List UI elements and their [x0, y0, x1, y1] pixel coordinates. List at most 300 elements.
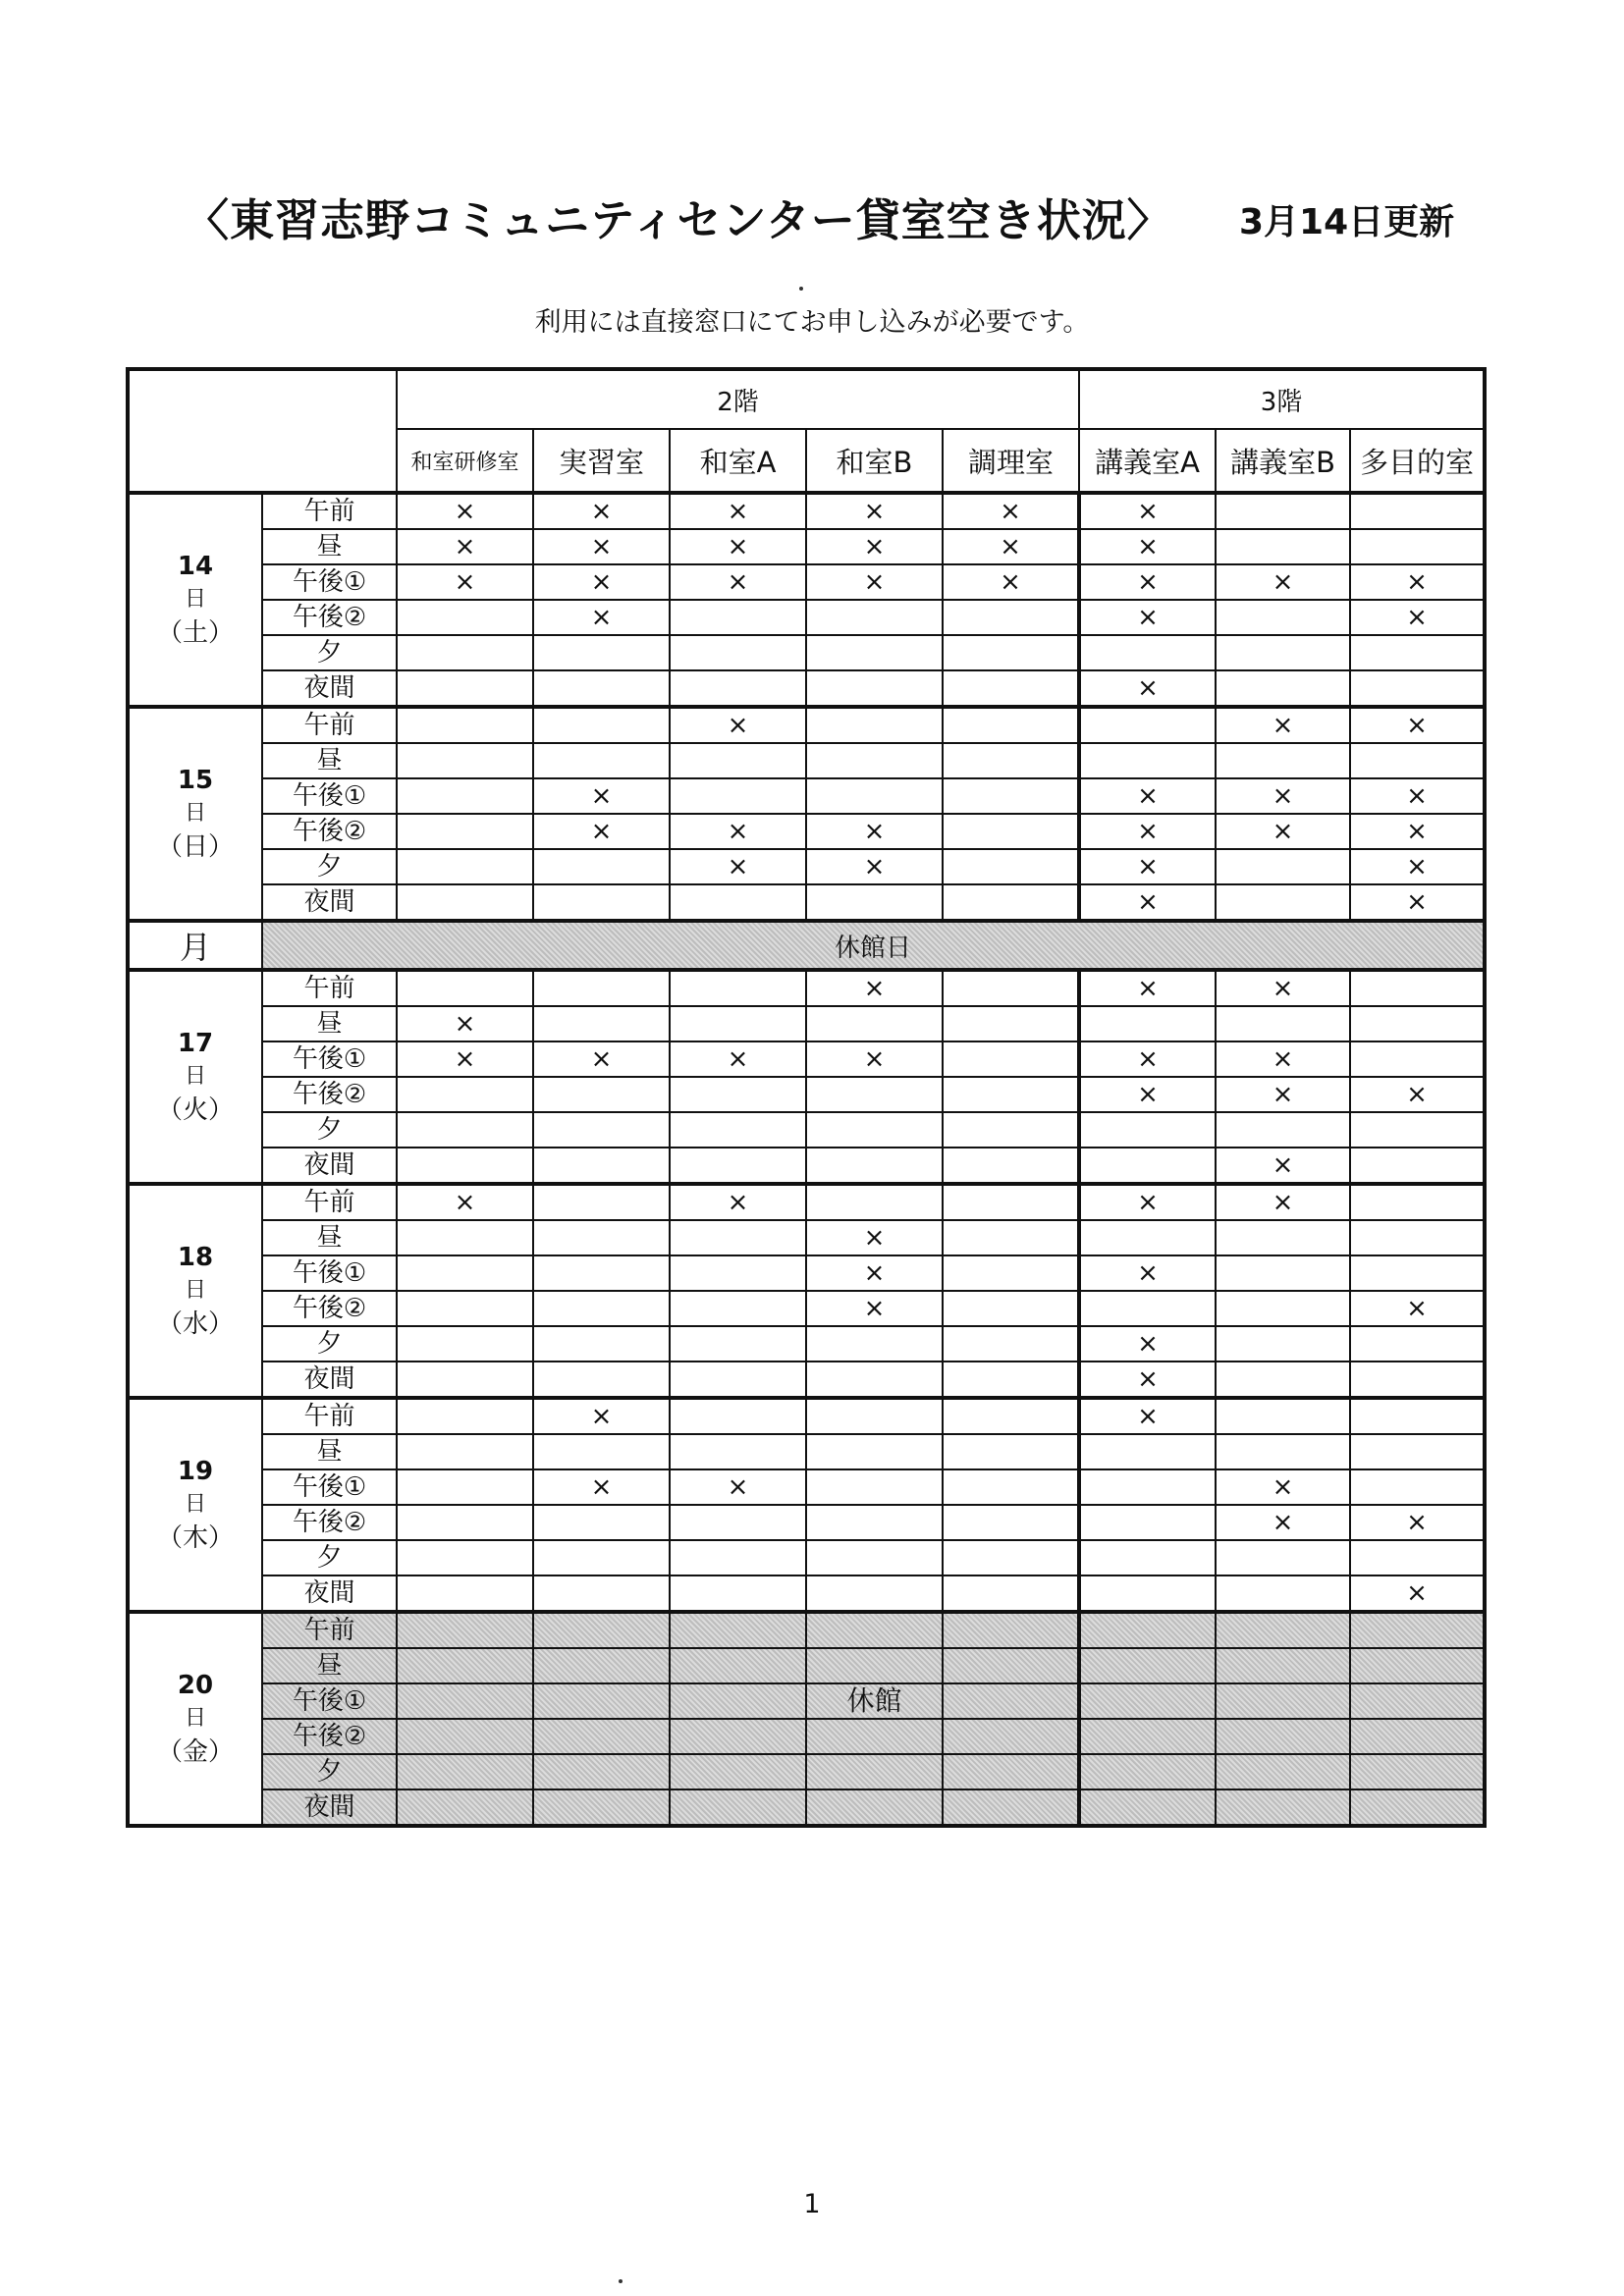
availability-cell — [943, 1648, 1079, 1683]
availability-cell — [1350, 493, 1485, 529]
slot-label: 午前 — [262, 1612, 397, 1648]
availability-cell — [806, 1077, 943, 1112]
availability-cell — [1216, 1719, 1350, 1754]
slot-label: 午前 — [262, 1398, 397, 1434]
slot-label: 夜間 — [262, 1362, 397, 1398]
availability-cell — [1350, 1220, 1485, 1255]
availability-cell — [533, 884, 670, 921]
availability-cell — [1079, 1469, 1216, 1505]
slot-label: 夕 — [262, 849, 397, 884]
availability-cell — [1079, 1434, 1216, 1469]
availability-cell — [1216, 1362, 1350, 1398]
availability-cell: × — [1216, 970, 1350, 1006]
availability-cell — [943, 635, 1079, 670]
availability-cell — [1079, 1112, 1216, 1148]
availability-cell — [943, 1077, 1079, 1112]
availability-cell — [670, 1077, 806, 1112]
availability-cell — [1216, 1612, 1350, 1648]
time-slot-row — [128, 1220, 1485, 1255]
availability-cell — [943, 1041, 1079, 1077]
availability-cell — [533, 1291, 670, 1326]
availability-cell — [670, 1505, 806, 1540]
availability-cell — [1079, 1505, 1216, 1540]
availability-cell: × — [533, 778, 670, 814]
availability-cell: × — [1216, 564, 1350, 600]
availability-cell — [397, 1683, 533, 1719]
availability-cell — [1079, 1540, 1216, 1575]
availability-cell: × — [670, 529, 806, 564]
date-cell — [128, 1398, 262, 1612]
availability-cell — [670, 743, 806, 778]
availability-cell: × — [1216, 1077, 1350, 1112]
availability-cell — [397, 1220, 533, 1255]
availability-cell: × — [1079, 1398, 1216, 1434]
availability-cell — [806, 884, 943, 921]
time-slot-row — [128, 493, 1485, 529]
availability-cell: × — [1079, 1184, 1216, 1220]
availability-cell — [943, 1398, 1079, 1434]
availability-cell — [533, 670, 670, 707]
availability-cell — [943, 1754, 1079, 1789]
availability-cell — [1350, 1326, 1485, 1362]
availability-cell — [670, 1255, 806, 1291]
availability-cell: × — [1350, 1291, 1485, 1326]
time-slot-row — [128, 1006, 1485, 1041]
weekday-label: （火） — [156, 1095, 234, 1125]
stray-dot — [619, 2279, 623, 2283]
slot-label: 午前 — [262, 493, 397, 529]
time-slot-row — [128, 1754, 1485, 1789]
availability-cell — [1350, 1112, 1485, 1148]
availability-cell — [397, 814, 533, 849]
availability-cell — [670, 1326, 806, 1362]
availability-cell — [397, 600, 533, 635]
availability-cell: × — [533, 1398, 670, 1434]
availability-cell — [1350, 635, 1485, 670]
availability-cell — [1350, 1648, 1485, 1683]
availability-cell — [1350, 670, 1485, 707]
availability-cell — [397, 1362, 533, 1398]
availability-table — [126, 367, 1487, 1828]
availability-cell: × — [1216, 1184, 1350, 1220]
availability-cell: × — [397, 1041, 533, 1077]
availability-cell — [1079, 1148, 1216, 1184]
availability-cell: × — [670, 1469, 806, 1505]
availability-cell: × — [533, 600, 670, 635]
availability-cell — [1350, 529, 1485, 564]
availability-cell — [1350, 1789, 1485, 1826]
time-slot-row — [128, 1540, 1485, 1575]
date-number: 18 — [177, 1243, 214, 1272]
time-slot-row — [128, 1683, 1485, 1719]
availability-cell — [397, 1612, 533, 1648]
availability-cell — [943, 778, 1079, 814]
availability-cell — [1216, 1326, 1350, 1362]
availability-cell — [397, 635, 533, 670]
availability-cell — [943, 1291, 1079, 1326]
time-slot-row — [128, 1469, 1485, 1505]
availability-cell — [533, 1754, 670, 1789]
availability-cell — [806, 1398, 943, 1434]
time-slot-row — [128, 1434, 1485, 1469]
availability-cell — [1350, 1148, 1485, 1184]
date-cell — [128, 970, 262, 1184]
slot-label: 午後② — [262, 600, 397, 635]
availability-cell — [806, 1540, 943, 1575]
availability-cell — [533, 1719, 670, 1754]
availability-cell — [1216, 1575, 1350, 1612]
availability-cell: × — [533, 814, 670, 849]
availability-cell: × — [1079, 670, 1216, 707]
availability-cell — [806, 635, 943, 670]
availability-cell: × — [670, 1041, 806, 1077]
date-number: 14 — [177, 552, 214, 581]
availability-cell: × — [670, 707, 806, 743]
date-number: 20 — [177, 1671, 214, 1700]
availability-cell — [1216, 1291, 1350, 1326]
floor-3-header: 3階 — [1079, 369, 1485, 429]
slot-label: 午後① — [262, 564, 397, 600]
availability-cell — [1079, 1291, 1216, 1326]
availability-cell — [943, 600, 1079, 635]
availability-cell — [1350, 1006, 1485, 1041]
availability-cell: × — [806, 1255, 943, 1291]
slot-label: 午前 — [262, 1184, 397, 1220]
availability-cell: × — [1079, 778, 1216, 814]
availability-cell: × — [806, 970, 943, 1006]
availability-cell — [806, 707, 943, 743]
availability-cell — [806, 1006, 943, 1041]
availability-cell — [806, 1789, 943, 1826]
date-cell — [128, 1184, 262, 1398]
date-unit: 日 — [184, 1064, 206, 1089]
availability-cell — [806, 1184, 943, 1220]
date-number: 15 — [177, 766, 214, 795]
closed-day-label: 休館日 — [262, 921, 1485, 970]
availability-cell: × — [1216, 707, 1350, 743]
availability-cell — [943, 670, 1079, 707]
slot-label: 午後① — [262, 778, 397, 814]
closed-label: 休館 — [806, 1683, 943, 1719]
slot-label: 午後② — [262, 1291, 397, 1326]
availability-cell — [670, 1648, 806, 1683]
availability-cell — [397, 1648, 533, 1683]
page-number: 1 — [803, 2189, 821, 2219]
availability-cell — [533, 1434, 670, 1469]
availability-cell — [397, 1469, 533, 1505]
availability-cell — [397, 884, 533, 921]
availability-cell: × — [1079, 849, 1216, 884]
availability-cell — [397, 1077, 533, 1112]
availability-cell: × — [1216, 1041, 1350, 1077]
availability-cell: × — [1216, 1505, 1350, 1540]
availability-cell — [533, 1575, 670, 1612]
usage-note: 利用には直接窓口にてお申し込みが必要です。 — [534, 307, 1090, 338]
room-header: 実習室 — [533, 429, 670, 493]
availability-cell — [1216, 670, 1350, 707]
availability-cell — [533, 1077, 670, 1112]
availability-cell — [670, 1612, 806, 1648]
availability-cell: × — [806, 1220, 943, 1255]
availability-cell — [943, 1612, 1079, 1648]
availability-cell — [670, 1398, 806, 1434]
availability-cell — [1350, 1255, 1485, 1291]
slot-label: 夜間 — [262, 1575, 397, 1612]
availability-cell — [806, 1362, 943, 1398]
availability-cell — [397, 1398, 533, 1434]
time-slot-row — [128, 1148, 1485, 1184]
availability-cell — [397, 1575, 533, 1612]
time-slot-row — [128, 1575, 1485, 1612]
availability-cell — [1216, 849, 1350, 884]
availability-cell — [533, 1648, 670, 1683]
slot-label: 午後② — [262, 1505, 397, 1540]
availability-cell — [1216, 635, 1350, 670]
room-header: 講義室A — [1079, 429, 1216, 493]
corner-cell — [128, 369, 397, 493]
availability-cell: × — [1216, 778, 1350, 814]
availability-cell — [943, 1575, 1079, 1612]
availability-cell: × — [806, 493, 943, 529]
availability-cell — [943, 743, 1079, 778]
availability-cell — [670, 1291, 806, 1326]
date-number: 17 — [177, 1029, 214, 1058]
time-slot-row — [128, 600, 1485, 635]
availability-cell — [397, 1326, 533, 1362]
availability-cell — [670, 1148, 806, 1184]
availability-cell — [533, 635, 670, 670]
availability-cell: × — [1079, 1077, 1216, 1112]
availability-cell — [1079, 1648, 1216, 1683]
availability-cell — [670, 600, 806, 635]
time-slot-row — [128, 814, 1485, 849]
stray-dot — [799, 287, 803, 291]
time-slot-row — [128, 1041, 1485, 1077]
time-slot-row — [128, 1112, 1485, 1148]
availability-cell — [670, 1754, 806, 1789]
availability-cell — [533, 1789, 670, 1826]
weekday-label: （木） — [156, 1523, 234, 1553]
availability-cell — [1216, 493, 1350, 529]
availability-cell — [943, 1469, 1079, 1505]
slot-label: 午後① — [262, 1469, 397, 1505]
slot-label: 夜間 — [262, 670, 397, 707]
availability-cell — [397, 1505, 533, 1540]
date-unit: 日 — [184, 587, 206, 612]
availability-cell: × — [806, 564, 943, 600]
availability-cell: × — [1216, 814, 1350, 849]
availability-cell — [806, 778, 943, 814]
room-header: 多目的室 — [1350, 429, 1485, 493]
availability-cell — [670, 884, 806, 921]
availability-cell — [1216, 1683, 1350, 1719]
availability-cell — [533, 1220, 670, 1255]
availability-cell — [1350, 970, 1485, 1006]
closed-day-row — [128, 921, 1485, 970]
availability-cell: × — [1350, 600, 1485, 635]
availability-cell — [533, 1255, 670, 1291]
availability-cell — [1079, 1683, 1216, 1719]
time-slot-row — [128, 970, 1485, 1006]
availability-cell — [943, 1112, 1079, 1148]
availability-cell: × — [397, 1006, 533, 1041]
slot-label: 夕 — [262, 1540, 397, 1575]
availability-cell: × — [670, 493, 806, 529]
availability-cell — [670, 778, 806, 814]
availability-cell: × — [806, 814, 943, 849]
availability-cell: × — [670, 814, 806, 849]
room-header: 講義室B — [1216, 429, 1350, 493]
time-slot-row — [128, 849, 1485, 884]
time-slot-row — [128, 1291, 1485, 1326]
availability-cell — [670, 1719, 806, 1754]
availability-cell — [943, 1362, 1079, 1398]
time-slot-row — [128, 884, 1485, 921]
availability-cell — [1216, 1789, 1350, 1826]
slot-label: 夕 — [262, 1754, 397, 1789]
availability-cell — [533, 970, 670, 1006]
availability-cell — [533, 1006, 670, 1041]
time-slot-row — [128, 1505, 1485, 1540]
availability-cell — [397, 1789, 533, 1826]
availability-cell — [943, 849, 1079, 884]
availability-cell — [1350, 1683, 1485, 1719]
availability-cell — [670, 1434, 806, 1469]
availability-cell — [943, 707, 1079, 743]
availability-cell — [806, 1112, 943, 1148]
availability-cell: × — [1079, 1362, 1216, 1398]
availability-cell — [943, 1148, 1079, 1184]
time-slot-row — [128, 529, 1485, 564]
availability-cell — [806, 1469, 943, 1505]
availability-cell: × — [1350, 1575, 1485, 1612]
availability-cell — [397, 970, 533, 1006]
time-slot-row — [128, 635, 1485, 670]
slot-label: 午後② — [262, 1077, 397, 1112]
availability-cell — [1216, 1540, 1350, 1575]
time-slot-row — [128, 1255, 1485, 1291]
availability-cell: × — [1350, 849, 1485, 884]
availability-cell — [806, 1575, 943, 1612]
availability-cell — [533, 743, 670, 778]
availability-cell: × — [943, 529, 1079, 564]
availability-cell — [1350, 1612, 1485, 1648]
availability-cell — [533, 1505, 670, 1540]
slot-label: 昼 — [262, 529, 397, 564]
availability-cell — [533, 1148, 670, 1184]
slot-label: 昼 — [262, 1434, 397, 1469]
availability-cell: × — [533, 564, 670, 600]
availability-cell: × — [1079, 814, 1216, 849]
availability-cell — [397, 743, 533, 778]
time-slot-row — [128, 564, 1485, 600]
availability-cell — [806, 670, 943, 707]
availability-cell — [1079, 635, 1216, 670]
availability-cell — [1216, 884, 1350, 921]
availability-cell — [943, 1006, 1079, 1041]
availability-cell — [533, 1112, 670, 1148]
availability-cell — [806, 1148, 943, 1184]
availability-cell — [1079, 743, 1216, 778]
availability-cell — [943, 1255, 1079, 1291]
availability-cell: × — [1216, 1148, 1350, 1184]
availability-cell: × — [1079, 1255, 1216, 1291]
availability-cell — [943, 1719, 1079, 1754]
availability-cell: × — [1079, 493, 1216, 529]
slot-label: 昼 — [262, 743, 397, 778]
availability-cell: × — [806, 849, 943, 884]
availability-cell — [1216, 1006, 1350, 1041]
availability-cell — [670, 635, 806, 670]
slot-label: 昼 — [262, 1006, 397, 1041]
weekday-label: （土） — [156, 618, 234, 648]
availability-cell — [397, 849, 533, 884]
slot-label: 夕 — [262, 1326, 397, 1362]
availability-cell — [1079, 1612, 1216, 1648]
availability-cell — [397, 707, 533, 743]
availability-cell — [1216, 1255, 1350, 1291]
availability-cell — [670, 1362, 806, 1398]
slot-label: 昼 — [262, 1648, 397, 1683]
availability-cell — [1350, 1434, 1485, 1469]
availability-cell — [670, 1789, 806, 1826]
room-header: 和室A — [670, 429, 806, 493]
availability-cell — [1079, 1719, 1216, 1754]
room-header: 和室B — [806, 429, 943, 493]
availability-cell — [943, 1789, 1079, 1826]
slot-label: 午後② — [262, 814, 397, 849]
availability-cell — [1350, 1041, 1485, 1077]
availability-cell: × — [806, 529, 943, 564]
page-title: 〈東習志野コミュニティセンター貸室空き状況〉 — [185, 194, 1172, 246]
availability-cell: × — [1079, 1041, 1216, 1077]
availability-cell — [533, 849, 670, 884]
availability-cell: × — [533, 493, 670, 529]
availability-cell: × — [1350, 884, 1485, 921]
availability-cell — [1350, 1469, 1485, 1505]
availability-cell: × — [806, 1041, 943, 1077]
time-slot-row — [128, 1362, 1485, 1398]
availability-cell — [806, 743, 943, 778]
date-unit: 日 — [184, 1492, 206, 1517]
availability-cell: × — [1350, 1505, 1485, 1540]
availability-cell: × — [397, 493, 533, 529]
availability-cell — [1350, 743, 1485, 778]
availability-cell — [1079, 1754, 1216, 1789]
availability-cell: × — [1350, 1077, 1485, 1112]
availability-cell: × — [943, 564, 1079, 600]
availability-cell — [943, 884, 1079, 921]
availability-cell — [806, 600, 943, 635]
weekday-label: （日） — [156, 832, 234, 862]
time-slot-row — [128, 1648, 1485, 1683]
date-cell — [128, 493, 262, 707]
availability-cell — [1350, 1184, 1485, 1220]
weekday-label: （水） — [156, 1309, 234, 1339]
availability-cell: × — [533, 1041, 670, 1077]
availability-cell — [1079, 1575, 1216, 1612]
availability-cell — [1350, 1398, 1485, 1434]
availability-cell — [670, 1112, 806, 1148]
availability-cell — [1216, 1220, 1350, 1255]
availability-cell: × — [397, 564, 533, 600]
monday-label: 月 — [128, 921, 262, 970]
availability-cell — [943, 1505, 1079, 1540]
availability-cell — [533, 1362, 670, 1398]
availability-cell — [670, 970, 806, 1006]
availability-cell — [1216, 743, 1350, 778]
availability-cell: × — [1079, 564, 1216, 600]
